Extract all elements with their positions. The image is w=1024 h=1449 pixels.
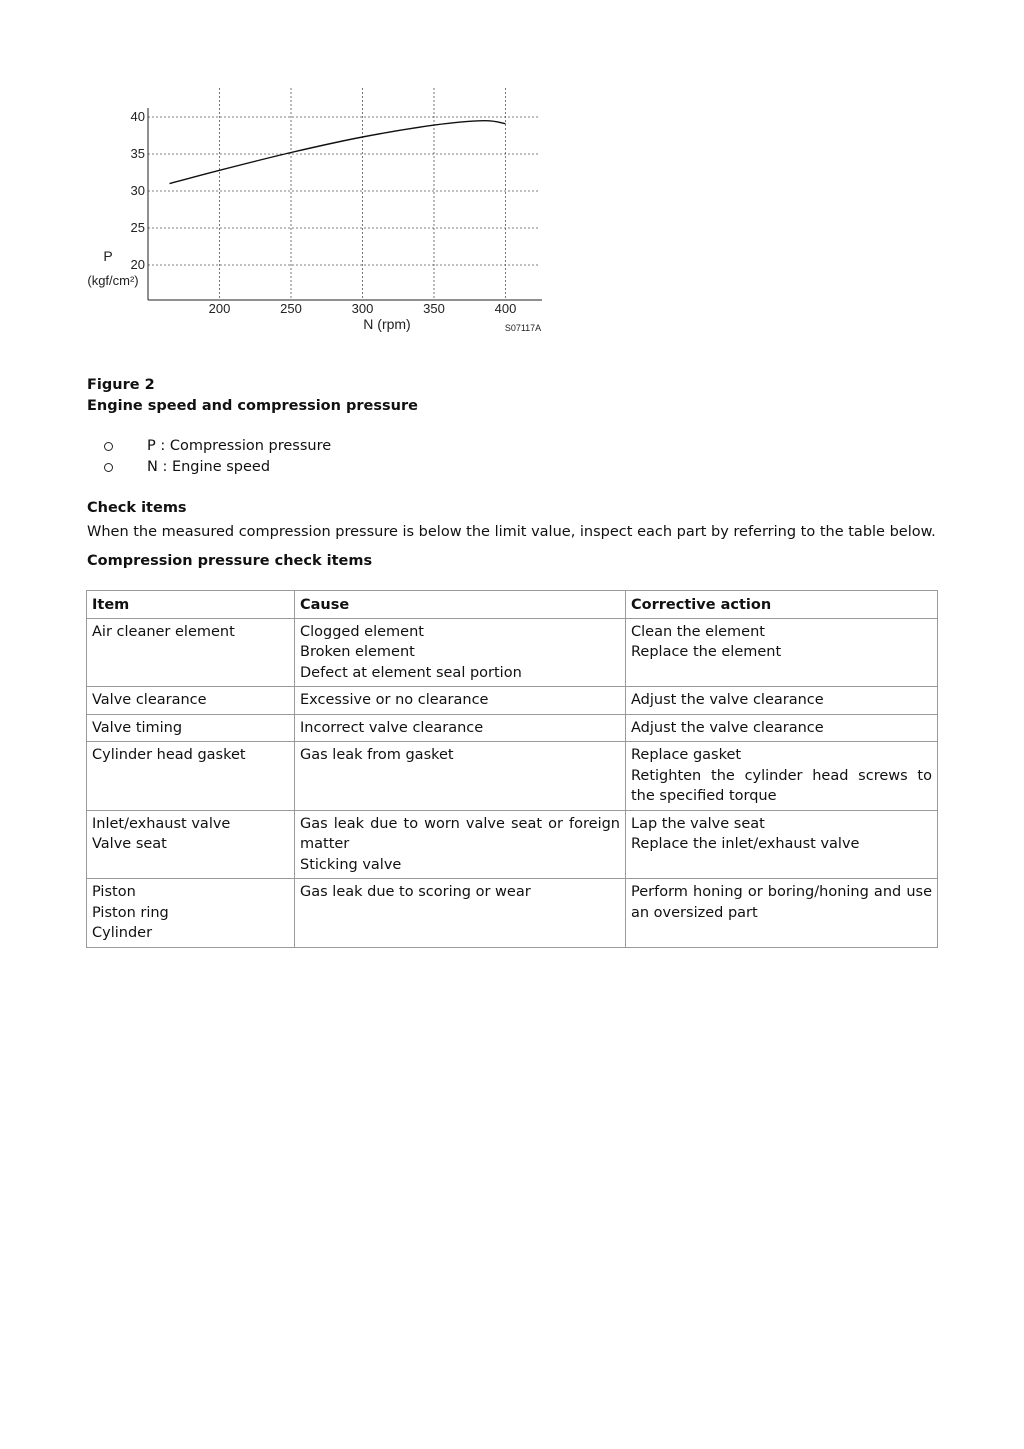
cell-line: Valve seat xyxy=(92,836,167,852)
figure-caption xyxy=(87,375,418,417)
cell-line: Sticking valve xyxy=(300,856,402,873)
cell-line: Adjust the valve clearance xyxy=(631,692,824,708)
action-cell xyxy=(626,879,938,948)
check-items-heading: Check items xyxy=(87,500,187,516)
cell-line: Valve timing xyxy=(92,719,183,736)
legend-list xyxy=(87,436,331,478)
cell-line: Clogged element xyxy=(300,623,424,640)
item-cell xyxy=(87,714,295,742)
y-axis-label-symbol: P xyxy=(103,248,113,264)
cell-line: Adjust the valve clearance xyxy=(631,719,824,736)
x-tick-label: 400 xyxy=(494,301,517,316)
y-tick-label: 30 xyxy=(130,183,145,198)
item-cell xyxy=(87,810,295,879)
cell-line: Replace the element xyxy=(631,644,782,660)
table-row xyxy=(87,742,938,811)
cell-line: Replace gasket xyxy=(631,747,742,763)
action-cell xyxy=(626,810,938,879)
x-tick-label: 300 xyxy=(351,301,374,316)
x-tick-label: 350 xyxy=(423,301,445,316)
y-tick-label: 25 xyxy=(130,220,145,235)
legend-item xyxy=(87,457,331,478)
cell-line: Replace the inlet/exhaust valve xyxy=(631,836,860,852)
table-row xyxy=(87,687,938,715)
item-cell xyxy=(87,618,295,687)
table-heading: Compression pressure check items xyxy=(87,553,373,569)
action-cell xyxy=(626,742,938,811)
cell-line: Lap the valve seat xyxy=(631,815,765,832)
table-row xyxy=(87,618,938,687)
y-axis-label-unit: (kgf/cm²) xyxy=(87,273,139,288)
cell-line: Inlet/exhaust valve xyxy=(92,815,231,832)
cell-line: Cylinder xyxy=(92,925,153,941)
cell-line: Retighten the cylinder head screws to the specified torque xyxy=(631,767,932,804)
cause-cell xyxy=(295,810,626,879)
legend-text: N : Engine speed xyxy=(147,459,271,475)
y-tick-label: 35 xyxy=(130,146,145,161)
x-tick-label: 200 xyxy=(208,301,231,316)
cause-cell xyxy=(295,742,626,811)
cell-line: Gas leak due to worn valve seat or foreign matter xyxy=(300,815,620,852)
item-cell xyxy=(87,879,295,948)
cell-line: Incorrect valve clearance xyxy=(300,719,484,736)
legend-text: P : Compression pressure xyxy=(147,438,332,454)
chart-axes xyxy=(148,108,542,300)
cell-line: Valve clearance xyxy=(92,692,207,708)
cell-line: Perform honing or boring/honing and use an oversized part xyxy=(631,884,932,921)
figure-title: Engine speed and compression pressure xyxy=(87,398,418,414)
item-cell xyxy=(87,687,295,715)
table-row xyxy=(87,879,938,948)
cause-cell xyxy=(295,618,626,687)
table-header-row xyxy=(87,591,938,619)
column-header-action: Corrective action xyxy=(626,591,938,619)
cell-line: Broken element xyxy=(300,644,415,660)
cell-line: Cylinder head gasket xyxy=(92,747,246,763)
cause-cell xyxy=(295,714,626,742)
item-cell xyxy=(87,742,295,811)
circle-bullet-icon xyxy=(104,463,113,472)
cell-line: Piston ring xyxy=(92,904,169,921)
cell-line: Air cleaner element xyxy=(92,623,235,640)
cause-cell xyxy=(295,687,626,715)
cell-line: Gas leak due to scoring or wear xyxy=(300,884,531,900)
chart-tick-labels xyxy=(131,109,517,316)
circle-bullet-icon xyxy=(104,442,113,451)
y-tick-label: 20 xyxy=(130,257,145,272)
chart-grid xyxy=(148,88,540,300)
cell-line: Clean the element xyxy=(631,623,765,640)
action-cell xyxy=(626,618,938,687)
action-cell xyxy=(626,687,938,715)
cell-line: Piston xyxy=(92,884,136,900)
x-axis-label: N (rpm) xyxy=(363,316,411,332)
y-tick-label: 40 xyxy=(130,109,145,124)
legend-item xyxy=(87,436,331,457)
cell-line: Excessive or no clearance xyxy=(300,692,489,708)
column-header-item: Item xyxy=(87,591,295,619)
cell-line: Defect at element seal portion xyxy=(300,664,522,681)
column-header-cause: Cause xyxy=(295,591,626,619)
x-tick-label: 250 xyxy=(280,301,302,316)
table-row xyxy=(87,810,938,879)
figure-code: S07117A xyxy=(504,323,542,333)
check-items-intro: When the measured compression pressure is below the limit value, inspect each part by referring to the table below. xyxy=(87,524,936,540)
compression-check-table xyxy=(86,590,938,948)
table-row xyxy=(87,714,938,742)
cell-line: Gas leak from gasket xyxy=(300,747,454,763)
compression-pressure-chart xyxy=(80,82,550,342)
figure-label: Figure 2 xyxy=(87,377,155,393)
action-cell xyxy=(626,714,938,742)
cause-cell xyxy=(295,879,626,948)
